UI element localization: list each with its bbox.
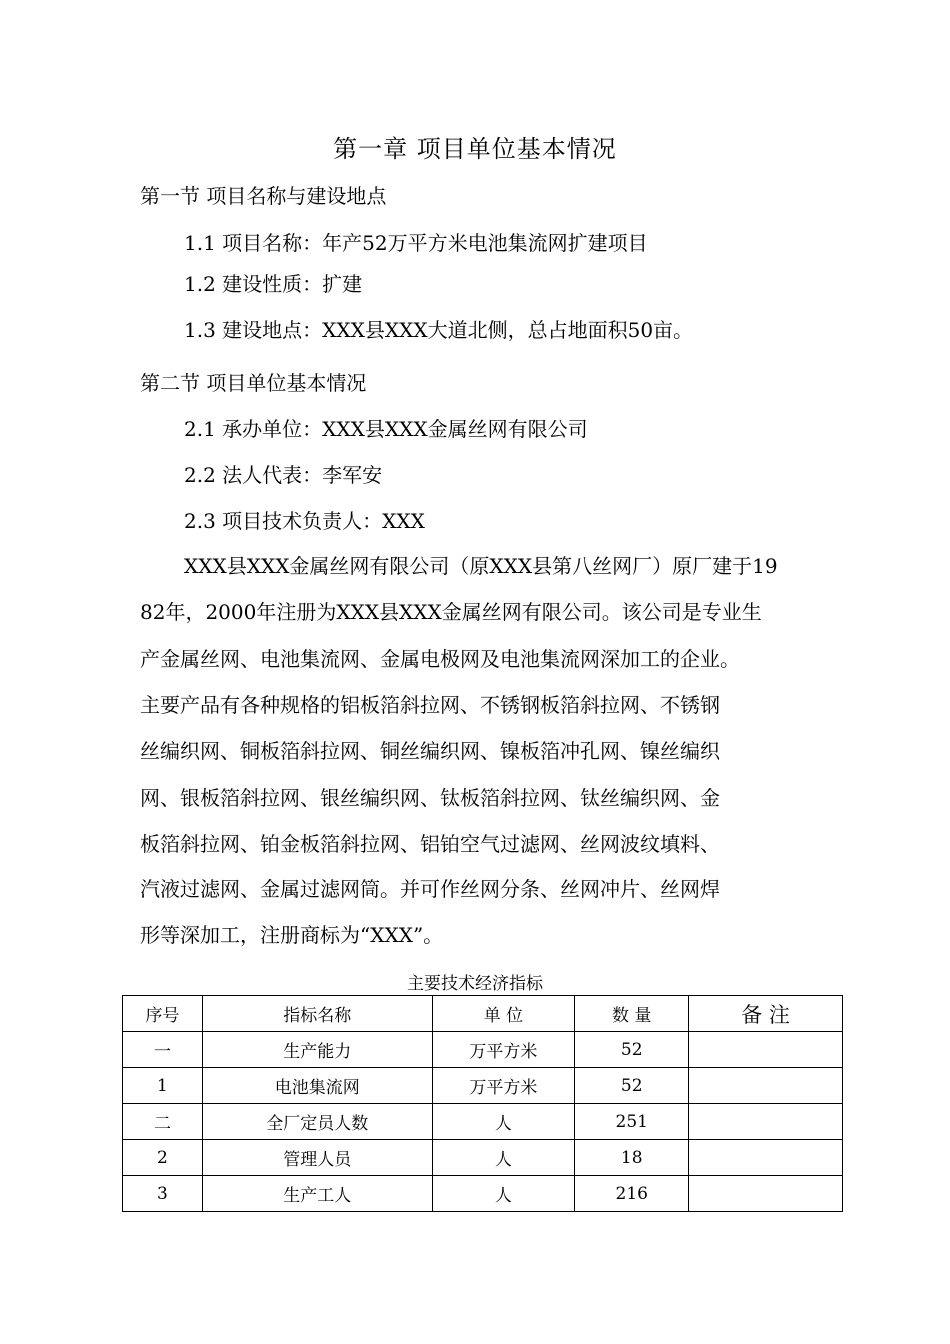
- table-header-row: [123, 996, 843, 1032]
- cell-remarks: [689, 1176, 843, 1212]
- organizer-line: 2.1 承办单位：XXX县XXX金属丝网有限公司: [184, 417, 588, 441]
- header-serial: 序号: [123, 996, 203, 1032]
- header-indicator-name: 指标名称: [202, 996, 432, 1032]
- paragraph-line: 82年，2000年注册为XXX县XXX金属丝网有限公司。该公司是专业生: [140, 600, 762, 624]
- paragraph-line: 形等深加工，注册商标为“XXX”。: [140, 923, 444, 947]
- cell-indicator-name: 电池集流网: [202, 1068, 432, 1104]
- construction-site-line: 1.3 建设地点：XXX县XXX大道北侧，总占地面积50亩。: [184, 318, 694, 342]
- indicators-table: [122, 995, 843, 1212]
- cell-serial: 2: [123, 1140, 203, 1176]
- cell-indicator-name: 生产工人: [202, 1176, 432, 1212]
- cell-quantity: 52: [575, 1032, 689, 1068]
- cell-indicator-name: 管理人员: [202, 1140, 432, 1176]
- paragraph-line: 汽液过滤网、金属过滤网筒。并可作丝网分条、丝网冲片、丝网焊: [140, 877, 720, 901]
- paragraph-line: 板箔斜拉网、铂金板箔斜拉网、铝铂空气过滤网、丝网波纹填料、: [140, 832, 720, 856]
- section-heading-2: 第二节 项目单位基本情况: [140, 371, 367, 395]
- cell-unit: 万平方米: [432, 1068, 575, 1104]
- cell-serial: 一: [123, 1032, 203, 1068]
- legal-representative-line: 2.2 法人代表：李军安: [184, 463, 383, 487]
- cell-remarks: [689, 1140, 843, 1176]
- cell-unit: 万平方米: [432, 1032, 575, 1068]
- cell-indicator-name: 全厂定员人数: [202, 1104, 432, 1140]
- table-row: [123, 1176, 843, 1212]
- technical-lead-line: 2.3 项目技术负责人：XXX: [184, 509, 425, 533]
- cell-serial: 1: [123, 1068, 203, 1104]
- paragraph-line: 主要产品有各种规格的铝板箔斜拉网、不锈钢板箔斜拉网、不锈钢: [140, 693, 720, 717]
- cell-remarks: [689, 1068, 843, 1104]
- chapter-title: 第一章 项目单位基本情况: [333, 135, 617, 163]
- cell-serial: 3: [123, 1176, 203, 1212]
- cell-unit: 人: [432, 1140, 575, 1176]
- header-unit: 单 位: [432, 996, 575, 1032]
- cell-indicator-name: 生产能力: [202, 1032, 432, 1068]
- paragraph-line: 网、银板箔斜拉网、银丝编织网、钛板箔斜拉网、钛丝编织网、金: [140, 786, 720, 810]
- cell-quantity: 216: [575, 1176, 689, 1212]
- table-row: [123, 1140, 843, 1176]
- paragraph-line: 丝编织网、铜板箔斜拉网、铜丝编织网、镍板箔冲孔网、镍丝编织: [140, 739, 720, 763]
- cell-quantity: 52: [575, 1068, 689, 1104]
- cell-unit: 人: [432, 1104, 575, 1140]
- project-name-line: 1.1 项目名称：年产52万平方米电池集流网扩建项目: [184, 231, 648, 255]
- cell-serial: 二: [123, 1104, 203, 1140]
- cell-quantity: 251: [575, 1104, 689, 1140]
- cell-remarks: [689, 1104, 843, 1140]
- section-heading-1: 第一节 项目名称与建设地点: [140, 184, 387, 208]
- table-row: [123, 1104, 843, 1140]
- table-row: [123, 1032, 843, 1068]
- table-row: [123, 1068, 843, 1104]
- table-caption: 主要技术经济指标: [407, 974, 543, 994]
- paragraph-line: 产金属丝网、电池集流网、金属电极网及电池集流网深加工的企业。: [140, 647, 740, 671]
- cell-remarks: [689, 1032, 843, 1068]
- cell-quantity: 18: [575, 1140, 689, 1176]
- header-quantity: 数 量: [575, 996, 689, 1032]
- paragraph-line: XXX县XXX金属丝网有限公司（原XXX县第八丝网厂）原厂建于19: [184, 554, 778, 578]
- header-remarks: 备 注: [689, 996, 843, 1032]
- construction-nature-line: 1.2 建设性质：扩建: [184, 272, 363, 296]
- cell-unit: 人: [432, 1176, 575, 1212]
